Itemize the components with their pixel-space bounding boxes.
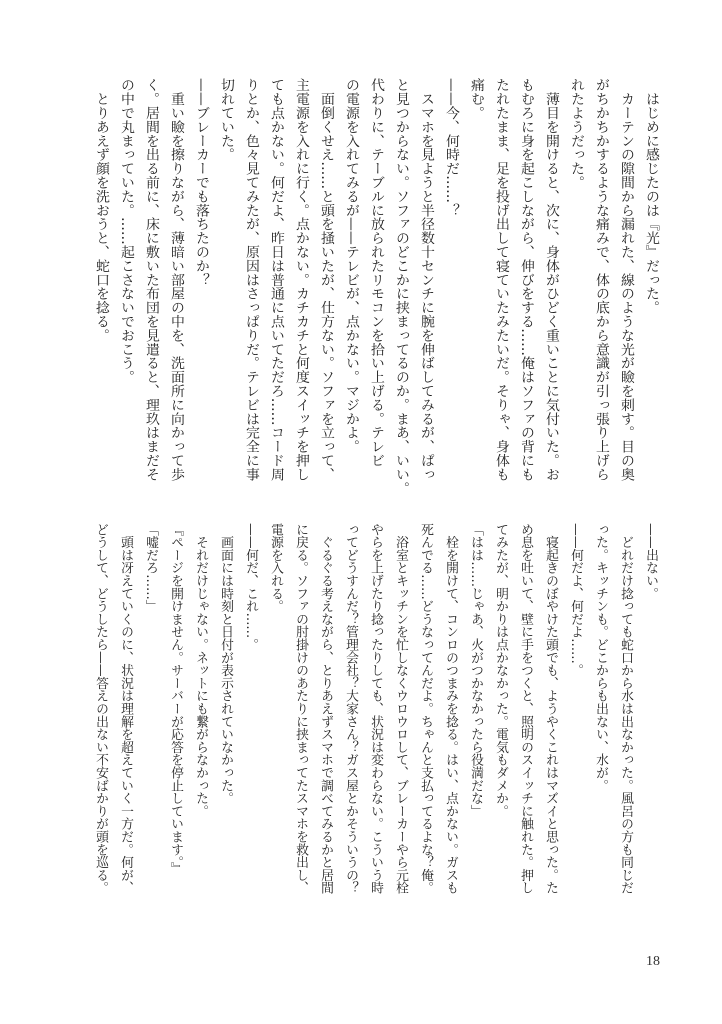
text-line: てみたが、明かりは点かなかった。電気もダメか。 <box>493 523 508 818</box>
text-line: 『ページを開けません。サーバーが応答を停止しています。』 <box>168 523 183 875</box>
text-line: 薄目を開けると、次に、身体がひどく重いことに気付いた。お <box>543 78 559 482</box>
text-line: 浴室とキッチンを忙しなくウロウロして、ブレーカーやら元栓 <box>393 523 408 895</box>
text-line: スマホを見ようと半径数十センチに腕を伸ばしてみるが、ぱっ <box>418 78 434 482</box>
text-line: れたようだった。 <box>568 78 584 190</box>
text-line: に戻る。ソファの肘掛けのあたりに挟まってたスマホを救出し、 <box>293 523 308 895</box>
text-line: たれたまま、足を投げ出して寝ていたみたいだ。そりゃ、身体も <box>493 78 509 482</box>
text-line: りとか、色々見てみたが、原因はさっぱりだ。テレビは完全に事 <box>243 78 259 482</box>
text-line: ぐるぐる考えながら、とりあえずスマホで調べてみるかと居間 <box>318 523 333 895</box>
text-line: ——何だ、これ……。 <box>243 523 258 651</box>
text-line: もむろに身を起こしながら、伸びをする……俺はソファの背にも <box>518 78 534 482</box>
text-line: カーテンの隙間から漏れた、線のような光が瞼を刺す。目の奥 <box>618 78 634 482</box>
text-line: と見つからない。ソファのどこかに挟まってるのか。まあ、いい。 <box>393 78 409 495</box>
text-line: とりあえず顔を洗おうと、蛇口を捻る。 <box>93 78 109 343</box>
text-line: 頭は冴えていくのに、状況は理解を超えていく一方だ。何が、 <box>118 523 133 895</box>
text-line: 栓を開けて、コンロのつまみを捻る。はい、点かない。ガスも <box>443 523 458 895</box>
text-line: 痛む。 <box>468 78 484 120</box>
text-line: 重い瞼を擦りながら、薄暗い部屋の中を、洗面所に向かって歩 <box>168 78 184 482</box>
text-line: った。キッチンも。どこからも出ない、水が。 <box>593 523 608 792</box>
text-line: ——何だよ、何だよ……。 <box>568 523 583 677</box>
text-line: ——ブレーカーでも落ちたのか？ <box>193 78 209 287</box>
text-line: ——出ない。 <box>643 523 658 600</box>
page-number: 18 <box>646 954 660 969</box>
text-line: 画面には時刻と日付が表示されていなかった。 <box>218 523 233 805</box>
text-line: の中で丸まっていた。……起こさないでおこう。 <box>118 78 134 384</box>
text-line: 主電源を入れに行く。点かない。カチカチと何度スイッチを押し <box>293 78 309 482</box>
text-line: く。居間を出る前に、床に敷いた布団を見遣ると、理玖はまだそ <box>143 78 159 482</box>
text-line: 代わりに、テーブルに放られたリモコンを拾い上げる。テレビ <box>368 78 384 468</box>
text-line: ——今、何時だ……？ <box>443 78 459 217</box>
text-line: ても点かない。何だよ、昨日は普通に点いてただろ……コード周 <box>268 78 284 482</box>
text-line: それだけじゃない。ネットにも繋がらなかった。 <box>193 523 208 818</box>
text-line: ってどうすんだ？管理会社？大家さん？ガス屋とかそういうの？ <box>343 523 358 895</box>
text-line: やらを上げたり捻ったりしても、状況は変わらない。こういう時 <box>368 523 383 895</box>
text-line: め息を吐いて、壁に手をつくと、照明のスイッチに触れた。押し <box>518 523 533 895</box>
text-line: 電源を入れる。 <box>268 523 283 613</box>
text-line: 死んでる……どうなってんだよ。ちゃんと支払ってるよな？俺。 <box>418 523 433 895</box>
text-line: どうして、どうしたら——答えの出ない不安ばかりが頭を巡る。 <box>93 523 108 895</box>
text-line: どれだけ捻っても蛇口から水は出なかった。風呂の方も同じだ <box>618 523 633 895</box>
text-line: はじめに感じたのは『光』だった。 <box>643 78 659 315</box>
text-line: の電源を入れてみるが——テレビが、点かない。マジかよ。 <box>343 78 359 454</box>
text-line: 「はは……じゃあ、火がつかなかったら役満だな」 <box>468 523 483 818</box>
text-line: 切れていた。 <box>218 78 234 162</box>
upper-text-block <box>88 78 663 495</box>
text-line: がちかちかするような痛みで、体の底から意識が引っ張り上げら <box>593 78 609 482</box>
text-line: 「嘘だろ……」 <box>143 523 158 613</box>
text-line: 面倒くせえ……と頭を掻いたが、仕方ない。ソファを立って、 <box>318 78 334 482</box>
lower-text-block <box>88 523 663 895</box>
text-line: 寝起きのぼやけた頭でも、ようやくこれはマズイと思った。た <box>543 523 558 895</box>
